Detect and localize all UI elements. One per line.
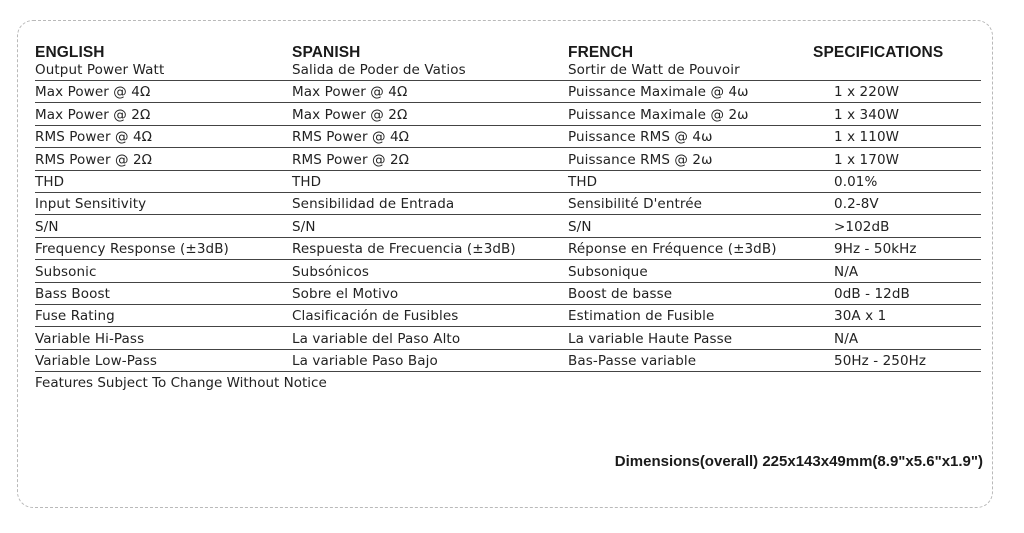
table-row — [35, 215, 981, 237]
french-cell: Réponse en Fréquence (±3dB) — [568, 241, 777, 258]
spanish-cell: La variable del Paso Alto — [292, 330, 461, 347]
french-cell: Sortir de Watt de Pouvoir — [568, 62, 740, 78]
spanish-cell: RMS Power @ 4Ω — [292, 129, 410, 146]
table-row — [35, 148, 981, 170]
spanish-cell: THD — [292, 173, 322, 190]
french-cell: THD — [568, 173, 598, 190]
english-cell: Variable Hi-Pass — [35, 330, 145, 347]
table-row — [35, 193, 981, 215]
french-cell: Puissance Maximale @ 2ω — [568, 106, 749, 123]
header-specifications: SPECIFICATIONS — [813, 44, 944, 61]
table-row — [35, 64, 981, 81]
spanish-cell: Sobre el Motivo — [292, 285, 399, 302]
english-cell: Variable Low-Pass — [35, 353, 157, 370]
french-cell: La variable Haute Passe — [568, 330, 733, 347]
spec-table — [35, 44, 981, 372]
spanish-cell: Respuesta de Frecuencia (±3dB) — [292, 241, 516, 258]
english-cell: Output Power Watt — [35, 62, 165, 78]
english-cell: Fuse Rating — [35, 308, 115, 325]
table-row — [35, 283, 981, 305]
english-cell: Frequency Response (±3dB) — [35, 241, 229, 258]
english-cell: Max Power @ 2Ω — [35, 106, 151, 123]
spec-value-cell: 9Hz - 50kHz — [834, 241, 917, 258]
table-row — [35, 81, 981, 103]
table-row — [35, 103, 981, 125]
french-cell: S/N — [568, 218, 592, 235]
french-cell: Puissance RMS @ 2ω — [568, 151, 713, 168]
spanish-cell: S/N — [292, 218, 316, 235]
spanish-cell: Sensibilidad de Entrada — [292, 196, 455, 213]
spanish-cell: Subsónicos — [292, 263, 370, 280]
french-cell: Estimation de Fusible — [568, 308, 715, 325]
spec-value-cell: 0.2-8V — [834, 196, 879, 213]
french-cell: Sensibilité D'entrée — [568, 196, 703, 213]
french-cell: Subsonique — [568, 263, 648, 280]
english-cell: THD — [35, 173, 65, 190]
english-cell: Input Sensitivity — [35, 196, 147, 213]
spec-value-cell: 0dB - 12dB — [834, 285, 910, 302]
spec-value-cell: 1 x 340W — [834, 106, 900, 123]
spanish-cell: Max Power @ 2Ω — [292, 106, 408, 123]
spec-value-cell: 1 x 220W — [834, 84, 900, 101]
french-cell: Puissance RMS @ 4ω — [568, 129, 713, 146]
english-cell: S/N — [35, 218, 59, 235]
english-cell: Max Power @ 4Ω — [35, 84, 151, 101]
english-cell: Subsonic — [35, 263, 97, 280]
table-row — [35, 260, 981, 282]
spec-value-cell: 0.01% — [834, 173, 878, 190]
spanish-cell: RMS Power @ 2Ω — [292, 151, 410, 168]
table-row — [35, 305, 981, 327]
english-cell: RMS Power @ 4Ω — [35, 129, 153, 146]
table-body — [35, 64, 981, 372]
header-spanish: SPANISH — [292, 44, 361, 61]
table-row — [35, 238, 981, 260]
table-header — [35, 44, 981, 64]
spec-value-cell: 1 x 170W — [834, 151, 900, 168]
spec-value-cell: 30A x 1 — [834, 308, 887, 325]
spanish-cell: La variable Paso Bajo — [292, 353, 438, 370]
dimensions-text: Dimensions(overall) 225x143x49mm(8.9"x5.6"x1.9") — [614, 453, 983, 470]
change-notice: Features Subject To Change Without Notice — [35, 375, 327, 391]
spec-value-cell: N/A — [834, 263, 859, 280]
spanish-cell: Clasificación de Fusibles — [292, 308, 459, 325]
spanish-cell: Salida de Poder de Vatios — [292, 62, 466, 78]
header-french: FRENCH — [568, 44, 634, 61]
english-cell: Bass Boost — [35, 285, 110, 302]
spec-value-cell: N/A — [834, 330, 859, 347]
header-english: ENGLISH — [35, 44, 105, 61]
french-cell: Bas-Passe variable — [568, 353, 697, 370]
english-cell: RMS Power @ 2Ω — [35, 151, 153, 168]
spec-value-cell — [813, 78, 981, 80]
spanish-cell: Max Power @ 4Ω — [292, 84, 408, 101]
spec-value-cell: >102dB — [834, 218, 890, 235]
table-row — [35, 350, 981, 372]
spec-value-cell: 1 x 110W — [834, 129, 900, 146]
spec-value-cell: 50Hz - 250Hz — [834, 353, 927, 370]
french-cell: Boost de basse — [568, 285, 673, 302]
table-row — [35, 126, 981, 148]
table-row — [35, 327, 981, 349]
french-cell: Puissance Maximale @ 4ω — [568, 84, 749, 101]
table-row — [35, 171, 981, 193]
